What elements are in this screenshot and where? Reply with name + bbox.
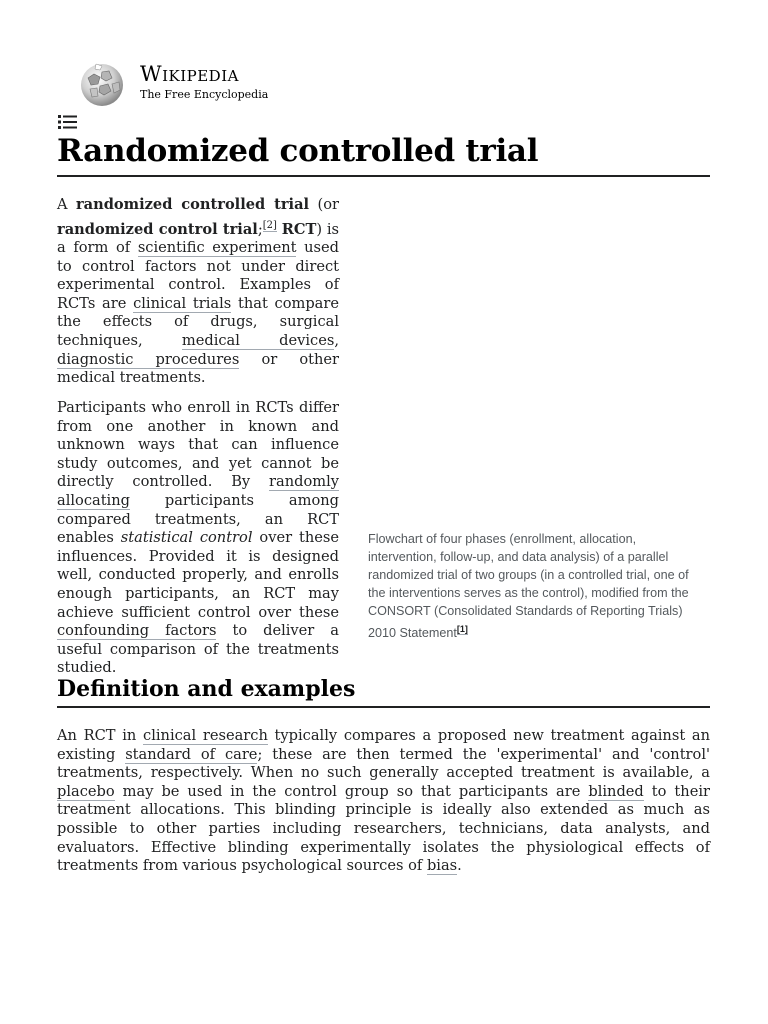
bold-term: RCT xyxy=(281,220,317,238)
text: ; xyxy=(257,220,263,238)
menu-list-icon[interactable] xyxy=(58,114,78,130)
text: ; these are then termed the 'experimental' and 'control' treatments, respectively. When no such generally accepted treatment is available, a xyxy=(57,745,710,782)
text: over these influences. Provided it is designed well, conducted properly, and enrolls enough participants, an RCT may achieve sufficient control over these xyxy=(57,529,339,621)
flowchart-figure[interactable] xyxy=(368,198,710,518)
intro-paragraph-2 xyxy=(57,399,339,678)
section-heading: Definition and examples xyxy=(57,676,710,708)
link-clinical-research[interactable]: clinical research xyxy=(143,727,268,744)
link-randomly-allocating[interactable]: randomly allocating xyxy=(57,473,339,509)
link-clinical-trials[interactable]: clinical trials xyxy=(133,294,232,312)
text: that compare the effects of drugs, surgical techniques, xyxy=(57,294,339,350)
text: Participants who enroll in RCTs differ from one another in known and unknown ways that can influence study outcomes, and yet cannot be directly controlled. By xyxy=(57,399,339,491)
italic-term: statistical control xyxy=(120,529,253,547)
citation-link[interactable]: [2] xyxy=(262,219,277,231)
text: An RCT in xyxy=(57,727,144,744)
wikipedia-globe-logo[interactable] xyxy=(78,60,126,108)
text: typically compares a proposed new treatment against an existing xyxy=(57,727,710,763)
text: to their treatment allocations. This blinding principle is ideally also extended as much as possible to other parties including researchers, technicians, data analysts, and evaluators. Effective blinding experimentally isolates the physiological effects of treatments from various psychological sources of xyxy=(57,782,710,875)
text: ) is a form of xyxy=(57,220,339,257)
tagline: The Free Encyclopedia xyxy=(140,88,269,101)
text: A xyxy=(57,196,76,213)
citation xyxy=(263,217,277,231)
site-header xyxy=(78,58,378,112)
caption-text: Flowchart of four phases (enrollment, allocation, intervention, follow-up, and data analysis) of a parallel randomized trial of two groups (in a controlled trial, one of the interventions serves as the control), modified from the CONSORT (Consolidated Standards of Reporting Trials) 2010 Statement xyxy=(368,532,689,641)
text: , xyxy=(334,332,339,350)
text: (or xyxy=(309,196,339,213)
link-placebo[interactable]: placebo xyxy=(57,782,115,800)
page-title: Randomized controlled trial xyxy=(57,133,710,177)
bold-term: randomized controlled trial xyxy=(75,196,310,213)
text: participants among compared treatments, an RCT enables xyxy=(57,491,339,547)
section-paragraph xyxy=(57,727,710,876)
citation-link[interactable]: [1] xyxy=(456,624,468,634)
text: . xyxy=(457,857,462,875)
text: used to control factors not under direct experimental control. Examples of RCTs are xyxy=(57,239,339,312)
link-scientific-experiment[interactable]: scientific experiment xyxy=(137,239,297,257)
text: or other medical treatments. xyxy=(57,350,339,387)
link-diagnostic-procedures[interactable]: diagnostic procedures xyxy=(57,350,240,368)
link-standard-of-care[interactable]: standard of care xyxy=(125,745,258,763)
text: may be used in the control group so that participants are xyxy=(114,782,589,800)
citation xyxy=(457,624,468,635)
link-medical-devices[interactable]: medical devices xyxy=(181,332,335,350)
text: to deliver a useful comparison of the treatments studied. xyxy=(57,622,339,677)
bold-term: randomized control trial xyxy=(57,220,258,238)
link-confounding-factors[interactable]: confounding factors xyxy=(57,622,217,640)
figure-caption xyxy=(368,530,706,642)
intro-paragraph-1 xyxy=(57,196,339,388)
link-blinded[interactable]: blinded xyxy=(588,782,644,800)
link-bias[interactable]: bias xyxy=(426,857,458,875)
wordmark[interactable]: Wikipedia xyxy=(140,62,239,86)
